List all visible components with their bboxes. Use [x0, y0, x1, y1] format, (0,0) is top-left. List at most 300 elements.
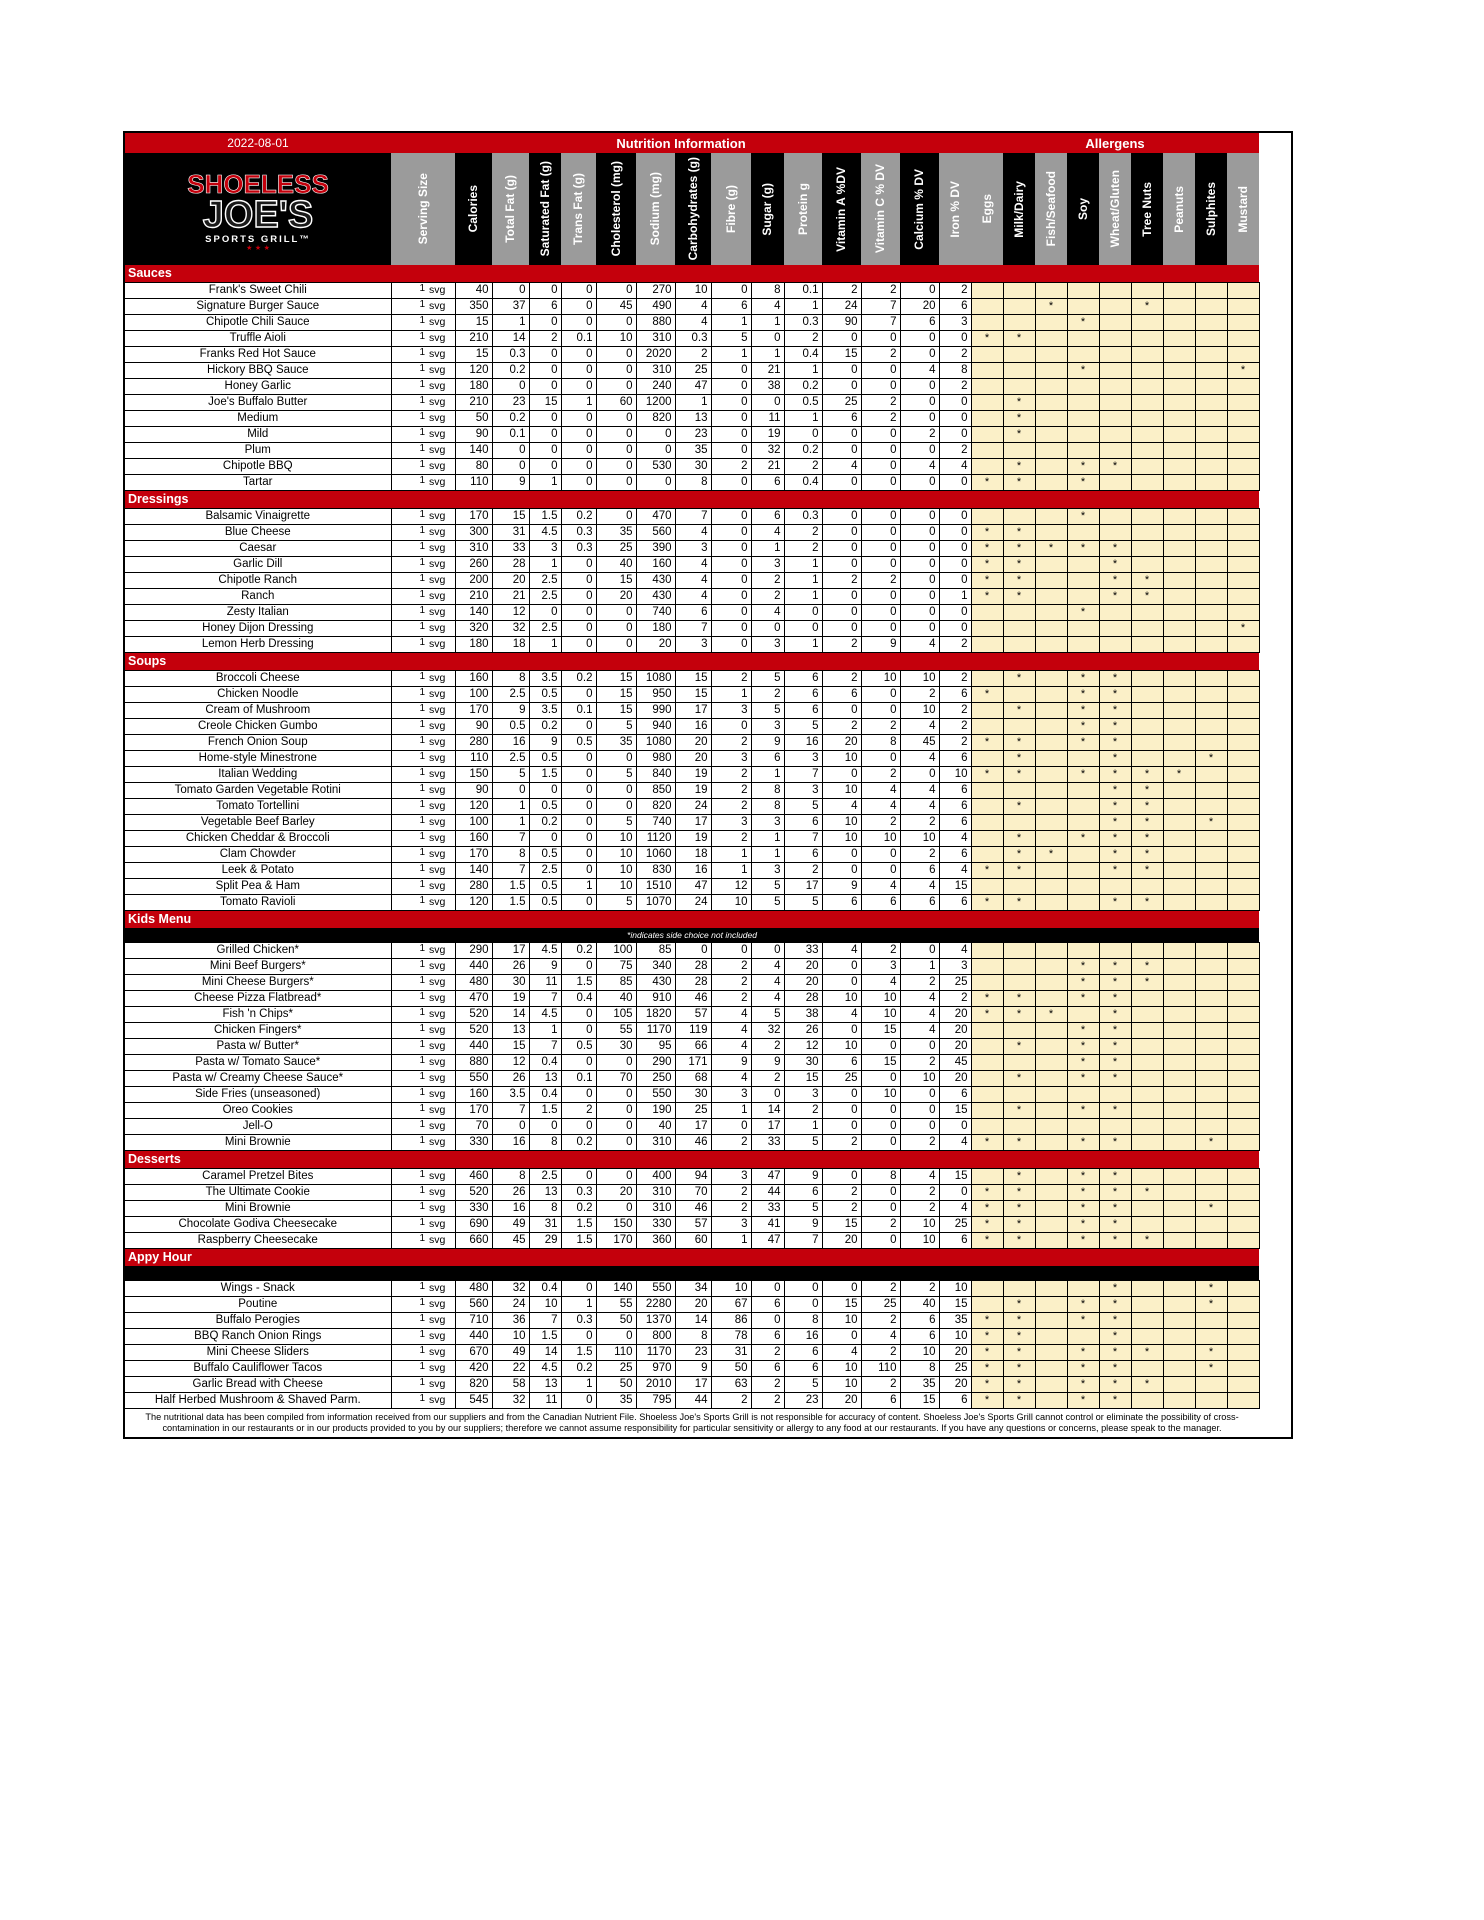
- item-name: Chipotle BBQ: [125, 459, 391, 475]
- table-row: [125, 589, 1259, 605]
- allergen-flag: [1195, 459, 1227, 475]
- allergen-flag: [971, 299, 1003, 315]
- nutrient-value: 3: [675, 637, 711, 653]
- nutrient-value: 20: [675, 1297, 711, 1313]
- serving-unit: svg: [427, 975, 455, 991]
- nutrient-value: 9: [784, 1169, 822, 1185]
- allergen-flag: [1227, 427, 1259, 443]
- allergen-flag: [1035, 443, 1067, 459]
- serving-size: 1: [391, 443, 427, 459]
- allergen-flag: [1131, 525, 1163, 541]
- nutrient-value: 26: [492, 959, 529, 975]
- allergen-flag: [971, 975, 1003, 991]
- nutrient-value: 3: [711, 751, 751, 767]
- allergen-flag: *: [1099, 831, 1131, 847]
- allergen-flag: [1035, 1071, 1067, 1087]
- allergen-flag: [1195, 525, 1227, 541]
- nutrient-value: 50: [596, 1377, 636, 1393]
- nutrient-value: 17: [675, 815, 711, 831]
- nutrient-value: 480: [455, 1281, 492, 1297]
- nutrient-value: 3: [861, 959, 900, 975]
- item-name: Fish 'n Chips*: [125, 1007, 391, 1023]
- allergen-flag: *: [1099, 1361, 1131, 1377]
- nutrient-value: 2: [861, 347, 900, 363]
- nutrient-value: 10: [711, 895, 751, 911]
- allergen-header-5: [1131, 153, 1163, 265]
- nutrient-value: 9: [675, 1361, 711, 1377]
- nutrient-value: 0: [822, 847, 861, 863]
- serving-size: 1: [391, 1039, 427, 1055]
- nutrient-value: 1.5: [561, 1217, 596, 1233]
- nutrient-value: 1: [529, 475, 561, 491]
- allergen-flag: *: [1067, 1135, 1099, 1151]
- nutrient-value: 8: [751, 799, 784, 815]
- nutrient-value: 10: [861, 1087, 900, 1103]
- nutrient-value: 14: [751, 1103, 784, 1119]
- nutrient-value: 5: [784, 799, 822, 815]
- nutrient-value: 0: [861, 1039, 900, 1055]
- nutrient-value: 2: [939, 443, 971, 459]
- allergen-flag: *: [1003, 427, 1035, 443]
- allergen-flag: [1163, 1393, 1195, 1409]
- allergen-flag: *: [1195, 1297, 1227, 1313]
- col-header-12: [861, 153, 900, 265]
- allergen-flag: *: [1003, 525, 1035, 541]
- allergen-flag: [1003, 379, 1035, 395]
- logo-cell: [125, 153, 391, 265]
- allergen-flag: [1067, 379, 1099, 395]
- allergen-flag: *: [1035, 1007, 1067, 1023]
- nutrient-value: 0: [561, 751, 596, 767]
- allergen-flag: [1195, 895, 1227, 911]
- serving-unit: svg: [427, 411, 455, 427]
- table-row: [125, 799, 1259, 815]
- allergen-flag: [1099, 637, 1131, 653]
- allergen-flag: [1131, 475, 1163, 491]
- nutrient-value: 32: [492, 621, 529, 637]
- allergen-flag: [1035, 751, 1067, 767]
- serving-unit: svg: [427, 671, 455, 687]
- nutrient-value: 940: [636, 719, 675, 735]
- allergen-flag: [1099, 411, 1131, 427]
- nutrient-value: 2: [861, 1377, 900, 1393]
- table-row: [125, 687, 1259, 703]
- nutrient-value: 0.2: [561, 671, 596, 687]
- serving-unit: svg: [427, 879, 455, 895]
- serving-unit: svg: [427, 831, 455, 847]
- nutrient-value: 45: [939, 1055, 971, 1071]
- serving-unit: svg: [427, 379, 455, 395]
- nutrient-value: 20: [939, 1345, 971, 1361]
- allergen-flag: [971, 427, 1003, 443]
- nutrient-value: 0: [939, 621, 971, 637]
- nutrient-value: 120: [455, 799, 492, 815]
- nutrient-value: 2: [675, 347, 711, 363]
- allergen-flag: [1035, 879, 1067, 895]
- allergen-flag: *: [1099, 767, 1131, 783]
- nutrient-value: 0: [711, 943, 751, 959]
- nutrient-value: 0: [822, 1329, 861, 1345]
- allergen-flag: [1067, 783, 1099, 799]
- nutrient-value: 26: [492, 1071, 529, 1087]
- serving-size: 1: [391, 687, 427, 703]
- nutrient-value: 171: [675, 1055, 711, 1071]
- nutrient-value: 0: [900, 411, 939, 427]
- nutrient-value: 14: [492, 1007, 529, 1023]
- nutrient-value: 830: [636, 863, 675, 879]
- nutrient-value: 2: [861, 411, 900, 427]
- table-row: [125, 411, 1259, 427]
- allergen-flag: *: [1131, 975, 1163, 991]
- allergen-flag: [1195, 1007, 1227, 1023]
- nutrient-value: 340: [636, 959, 675, 975]
- nutrient-value: 6: [822, 411, 861, 427]
- allergen-flag: [1227, 1119, 1259, 1135]
- nutrient-value: 4: [900, 719, 939, 735]
- nutrient-value: 4: [939, 863, 971, 879]
- allergen-flag: [1195, 975, 1227, 991]
- nutrient-value: 110: [455, 475, 492, 491]
- nutrient-value: 4: [675, 525, 711, 541]
- nutrient-value: 21: [751, 459, 784, 475]
- allergen-flag: [1131, 459, 1163, 475]
- allergen-flag: [1035, 895, 1067, 911]
- nutrient-value: 0.2: [529, 815, 561, 831]
- nutrient-value: 0: [861, 703, 900, 719]
- nutrient-value: 4: [711, 1039, 751, 1055]
- allergen-flag: *: [1131, 1377, 1163, 1393]
- nutrient-value: 2: [751, 573, 784, 589]
- allergen-flag: *: [1003, 1007, 1035, 1023]
- nutrient-value: 1200: [636, 395, 675, 411]
- table-row: [125, 299, 1259, 315]
- nutrient-value: 0.1: [492, 427, 529, 443]
- allergen-flag: [1163, 863, 1195, 879]
- nutrient-value: 330: [636, 1217, 675, 1233]
- serving-size: 1: [391, 719, 427, 735]
- serving-size: 1: [391, 831, 427, 847]
- nutrient-value: 740: [636, 605, 675, 621]
- nutrient-value: 2: [900, 1281, 939, 1297]
- serving-unit: svg: [427, 1297, 455, 1313]
- nutrient-value: 32: [492, 1281, 529, 1297]
- allergen-flag: [1131, 379, 1163, 395]
- allergen-flag: [1099, 621, 1131, 637]
- allergen-flag: *: [1067, 1201, 1099, 1217]
- allergen-flag: [1131, 991, 1163, 1007]
- allergen-flag: *: [1099, 1233, 1131, 1249]
- allergen-flag: [1195, 1393, 1227, 1409]
- allergen-flag: [1195, 687, 1227, 703]
- allergen-flag: [1163, 703, 1195, 719]
- allergen-flag: [971, 847, 1003, 863]
- nutrient-value: 2: [529, 331, 561, 347]
- nutrient-value: 6: [784, 847, 822, 863]
- item-name: Mini Beef Burgers*: [125, 959, 391, 975]
- allergen-flag: [1131, 1007, 1163, 1023]
- nutrient-value: 90: [455, 719, 492, 735]
- allergen-flag: *: [1131, 1345, 1163, 1361]
- allergen-flag: [1067, 331, 1099, 347]
- nutrient-value: 0: [784, 427, 822, 443]
- allergen-flag: [1003, 605, 1035, 621]
- nutrient-value: 0: [529, 605, 561, 621]
- nutrient-value: 35: [596, 1393, 636, 1409]
- allergen-flag: [1131, 751, 1163, 767]
- section-note: *indicates side choice not included: [125, 928, 1259, 943]
- nutrient-value: 20: [675, 735, 711, 751]
- serving-size: 1: [391, 525, 427, 541]
- nutrient-value: 0: [529, 315, 561, 331]
- nutrient-value: 2: [751, 1039, 784, 1055]
- nutrient-value: 0: [939, 411, 971, 427]
- item-name: Chipotle Chili Sauce: [125, 315, 391, 331]
- item-name: Frank's Sweet Chili: [125, 283, 391, 299]
- nutrient-value: 120: [455, 895, 492, 911]
- section-header: [125, 1151, 1259, 1169]
- shoeless-joes-logo: [178, 167, 338, 251]
- allergen-flag: *: [1067, 719, 1099, 735]
- allergen-flag: [1099, 299, 1131, 315]
- allergen-flag: [1163, 991, 1195, 1007]
- allergen-flag: [1227, 1281, 1259, 1297]
- allergen-flag: *: [1003, 767, 1035, 783]
- nutrient-value: 0: [939, 525, 971, 541]
- nutrient-value: 23: [675, 427, 711, 443]
- allergen-flag: *: [1131, 799, 1163, 815]
- table-row: [125, 735, 1259, 751]
- nutrient-value: 7: [784, 831, 822, 847]
- nutrient-value: 0: [900, 605, 939, 621]
- nutrient-value: 35: [675, 443, 711, 459]
- nutrient-value: 0: [861, 589, 900, 605]
- nutrient-value: 180: [455, 637, 492, 653]
- serving-unit: svg: [427, 1313, 455, 1329]
- nutrient-value: 20: [939, 1071, 971, 1087]
- nutrient-value: 0: [561, 799, 596, 815]
- allergen-flag: [1227, 1023, 1259, 1039]
- nutrient-value: 170: [596, 1233, 636, 1249]
- nutrient-value: 33: [751, 1135, 784, 1151]
- allergen-flag: [1035, 815, 1067, 831]
- nutrient-value: 15: [784, 1071, 822, 1087]
- serving-unit: svg: [427, 1103, 455, 1119]
- nutrient-value: 4: [900, 459, 939, 475]
- allergen-header-8: [1227, 153, 1259, 265]
- allergen-flag: [1131, 1023, 1163, 1039]
- nutrient-value: 20: [900, 299, 939, 315]
- nutrient-value: 430: [636, 589, 675, 605]
- nutrient-value: 440: [455, 1329, 492, 1345]
- table-row: [125, 1023, 1259, 1039]
- allergen-flag: *: [971, 1361, 1003, 1377]
- allergen-flag: [1131, 509, 1163, 525]
- nutrient-value: 0.5: [529, 799, 561, 815]
- nutrient-value: 1120: [636, 831, 675, 847]
- allergen-flag: *: [1099, 847, 1131, 863]
- nutrient-value: 26: [784, 1023, 822, 1039]
- serving-size: 1: [391, 1345, 427, 1361]
- item-name: Home-style Minestrone: [125, 751, 391, 767]
- allergen-flag: [1227, 1377, 1259, 1393]
- allergen-flag: [1227, 1233, 1259, 1249]
- allergen-flag: [1227, 991, 1259, 1007]
- item-name: The Ultimate Cookie: [125, 1185, 391, 1201]
- allergen-flag: [1035, 863, 1067, 879]
- nutrient-value: 2: [822, 573, 861, 589]
- nutrient-value: 1: [784, 299, 822, 315]
- nutrient-value: 0: [561, 605, 596, 621]
- allergen-flag: [971, 943, 1003, 959]
- allergen-flag: *: [1099, 1393, 1131, 1409]
- item-name: French Onion Soup: [125, 735, 391, 751]
- allergen-flag: [1099, 379, 1131, 395]
- allergen-flag: [1163, 719, 1195, 735]
- table-row: [125, 1201, 1259, 1217]
- allergen-flag: [1035, 831, 1067, 847]
- allergen-flag: [1131, 1119, 1163, 1135]
- allergen-flag: [1227, 1393, 1259, 1409]
- nutrient-value: 20: [822, 735, 861, 751]
- nutrient-value: 4: [861, 975, 900, 991]
- nutrient-value: 40: [900, 1297, 939, 1313]
- col-header-label: Saturated Fat (g): [537, 161, 552, 257]
- nutrient-value: 24: [492, 1297, 529, 1313]
- nutrient-value: 15: [492, 1039, 529, 1055]
- allergen-flag: [1227, 299, 1259, 315]
- nutrient-value: 15: [939, 1103, 971, 1119]
- nutrient-value: 2.5: [492, 687, 529, 703]
- nutrient-value: 7: [861, 315, 900, 331]
- nutrient-value: 1.5: [561, 1233, 596, 1249]
- item-name: Jell-O: [125, 1119, 391, 1135]
- nutrient-value: 35: [596, 525, 636, 541]
- col-header-label: Fibre (g): [723, 185, 738, 233]
- nutrient-value: 9: [751, 1055, 784, 1071]
- serving-size: 1: [391, 943, 427, 959]
- nutrient-value: 990: [636, 703, 675, 719]
- nutrient-value: 545: [455, 1393, 492, 1409]
- allergen-flag: [1163, 1361, 1195, 1377]
- nutrient-value: 2: [561, 1103, 596, 1119]
- nutrient-value: 2: [861, 767, 900, 783]
- allergen-flag: [1195, 299, 1227, 315]
- table-row: [125, 767, 1259, 783]
- section-header: [125, 491, 1259, 509]
- nutrient-value: 2: [751, 1393, 784, 1409]
- nutrient-value: 28: [492, 557, 529, 573]
- nutrient-value: 0: [596, 379, 636, 395]
- allergen-flag: [971, 509, 1003, 525]
- allergen-flag: [1195, 315, 1227, 331]
- serving-size: 1: [391, 589, 427, 605]
- nutrient-value: 0: [861, 1185, 900, 1201]
- nutrient-value: 25: [675, 1103, 711, 1119]
- nutrient-value: 38: [784, 1007, 822, 1023]
- allergen-flag: *: [1003, 991, 1035, 1007]
- nutrient-value: 1370: [636, 1313, 675, 1329]
- nutrient-value: 2: [711, 991, 751, 1007]
- allergen-flag: [1035, 1055, 1067, 1071]
- nutrient-value: 10: [596, 831, 636, 847]
- nutrient-value: 1.5: [529, 767, 561, 783]
- allergen-flag: *: [1099, 1377, 1131, 1393]
- allergen-flag: [1163, 879, 1195, 895]
- allergen-flag: [1163, 1329, 1195, 1345]
- allergen-flag: *: [1099, 735, 1131, 751]
- nutrient-value: 4.5: [529, 1007, 561, 1023]
- nutrient-value: 0: [711, 541, 751, 557]
- item-name: Truffle Aioli: [125, 331, 391, 347]
- allergen-flag: [1035, 1169, 1067, 1185]
- nutrient-value: 550: [455, 1071, 492, 1087]
- nutrient-value: 1.5: [492, 895, 529, 911]
- nutrient-value: 290: [636, 1055, 675, 1071]
- nutrient-value: 70: [675, 1185, 711, 1201]
- serving-unit: svg: [427, 347, 455, 363]
- col-header-label: Vitamin A %DV: [834, 166, 848, 252]
- nutrient-value: 6: [751, 1329, 784, 1345]
- nutrient-value: 3: [939, 959, 971, 975]
- allergen-flag: [1003, 1087, 1035, 1103]
- nutrient-value: 0: [939, 509, 971, 525]
- item-name: Pasta w/ Creamy Cheese Sauce*: [125, 1071, 391, 1087]
- allergen-flag: [1227, 1185, 1259, 1201]
- allergen-flag: [1067, 847, 1099, 863]
- allergen-flag: *: [1067, 767, 1099, 783]
- item-name: Cheese Pizza Flatbread*: [125, 991, 391, 1007]
- nutrient-value: 120: [455, 363, 492, 379]
- nutrient-value: 1: [561, 879, 596, 895]
- nutrient-value: 2: [751, 687, 784, 703]
- allergen-flag: [1035, 509, 1067, 525]
- allergen-flag: [1227, 379, 1259, 395]
- nutrient-value: 3: [711, 1217, 751, 1233]
- nutrient-value: 23: [492, 395, 529, 411]
- allergen-flag: [1227, 831, 1259, 847]
- serving-size: 1: [391, 1233, 427, 1249]
- allergen-flag: [971, 671, 1003, 687]
- allergen-flag: *: [1067, 735, 1099, 751]
- nutrition-table: [125, 133, 1260, 1437]
- nutrient-value: 28: [675, 975, 711, 991]
- nutrient-value: 0: [861, 1135, 900, 1151]
- nutrient-value: 0.5: [784, 395, 822, 411]
- allergen-flag: [1003, 783, 1035, 799]
- nutrient-value: 2: [900, 427, 939, 443]
- allergen-flag: [1195, 863, 1227, 879]
- nutrient-value: 3: [711, 1087, 751, 1103]
- nutrient-value: 0: [711, 719, 751, 735]
- allergen-flag: [1227, 573, 1259, 589]
- nutrient-value: 740: [636, 815, 675, 831]
- nutrient-value: 0: [711, 621, 751, 637]
- nutrient-value: 0: [900, 1119, 939, 1135]
- serving-unit: svg: [427, 735, 455, 751]
- allergen-flag: [1195, 719, 1227, 735]
- col-header-label: Calcium % DV: [912, 168, 926, 250]
- allergen-flag: [1131, 719, 1163, 735]
- nutrient-value: 140: [455, 605, 492, 621]
- nutrient-value: 160: [455, 831, 492, 847]
- nutrient-value: 0: [861, 751, 900, 767]
- nutrient-value: 795: [636, 1393, 675, 1409]
- allergen-flag: [1003, 315, 1035, 331]
- allergen-flag: [1227, 525, 1259, 541]
- allergen-flag: *: [1003, 1313, 1035, 1329]
- nutrient-value: 0.5: [529, 895, 561, 911]
- serving-size: 1: [391, 459, 427, 475]
